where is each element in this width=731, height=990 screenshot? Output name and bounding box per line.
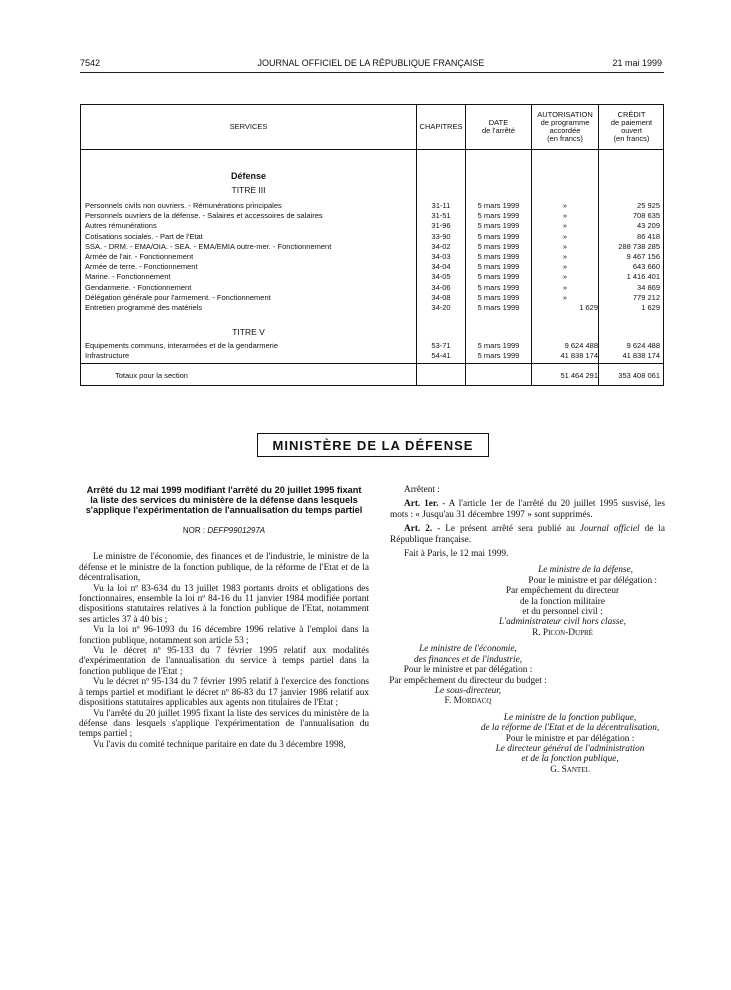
table-row-credit: 1 416 401 — [626, 273, 660, 282]
table-row-chapitre: 34-06 — [431, 283, 451, 292]
fait-a-paris: Fait à Paris, le 12 mai 1999. — [404, 549, 509, 560]
table-row-autorisation: 1 629 — [579, 304, 598, 312]
table-row-autorisation: 41 838 174 — [560, 352, 598, 361]
table-row-credit: 643 660 — [632, 263, 660, 272]
ministry-heading-box — [257, 433, 489, 457]
table-row-credit: 708 635 — [632, 212, 660, 221]
table-row-label: Personnels civils non ouvriers. - Rémunérations principales — [85, 202, 413, 210]
table-row-date: 5 mars 1999 — [477, 212, 520, 221]
delegation-line: Par empêchement du directeur — [505, 586, 620, 597]
table-row-autorisation: » — [562, 242, 568, 251]
table-row-credit: 25 925 — [637, 202, 660, 210]
table-row-autorisation: » — [562, 202, 568, 210]
table-row-autorisation: » — [562, 283, 568, 292]
budget-table — [80, 104, 664, 386]
article-1-label: Art. 1er. — [404, 499, 439, 510]
table-row-chapitre: 34-05 — [431, 273, 451, 282]
decree-left-column — [79, 485, 369, 750]
table-row-chapitre: 33-90 — [431, 232, 451, 241]
table-row-chapitre: 34-20 — [431, 304, 451, 312]
signatory-name: F. Mordacq — [444, 696, 492, 707]
table-row-date: 5 mars 1999 — [477, 263, 520, 272]
delegation-line: Par empêchement du directeur du budget : — [389, 675, 547, 686]
total-row-divider — [81, 363, 663, 364]
table-row-date: 5 mars 1999 — [477, 304, 520, 312]
table-row-credit: 288 738 285 — [618, 242, 660, 251]
preamble-paragraph: Vu l'avis du comité technique paritaire en date du 3 décembre 1998, — [93, 739, 346, 750]
journal-officiel-ref: Journal officiel — [579, 524, 640, 535]
table-row-chapitre: 53-71 — [431, 342, 451, 350]
preamble-paragraph: Vu la loi nº 96-1093 du 16 décembre 1996 relative à l'emploi dans la fonction publique, notamment son article 53 ; — [79, 625, 369, 646]
preamble-paragraph: Vu le décret nº 95-133 du 7 février 1995 relatif aux modalités d'expérimentation de l'annualisation du service à temps partiel dans la fonction publique de l'Etat ; — [79, 646, 369, 677]
table-row-chapitre: 31-96 — [431, 222, 451, 231]
delegation-line: Pour le ministre et par délégation : — [528, 575, 657, 586]
table-row-date: 5 mars 1999 — [477, 232, 520, 241]
signature-defense-delegation — [390, 576, 665, 586]
table-row-label: Cotisations sociales. - Part de l'Etat — [85, 233, 413, 241]
table-row-label: SSA. - DRM. - EMA/OIA. - SEA. - EMA/EMIA outre-mer. - Fonctionnement — [85, 243, 413, 251]
signatory-role: Le sous-directeur, — [434, 685, 502, 696]
table-row-label: Armée de terre. - Fonctionnement — [85, 263, 413, 271]
page-header — [80, 58, 662, 72]
signatory-role: Le directeur général de l'administration — [495, 743, 645, 754]
table-row-credit: 9 467 156 — [626, 253, 660, 261]
table-row-label: Personnels ouvriers de la défense. - Salaires et accessoires de salaires — [85, 212, 413, 220]
table-row-chapitre: 31-51 — [431, 212, 451, 221]
table-row-date: 5 mars 1999 — [477, 202, 520, 210]
table-row-label: Infrastructure — [85, 352, 413, 360]
article-1 — [390, 499, 665, 520]
table-row-autorisation: » — [562, 273, 568, 282]
decree-title: Arrêté du 12 mai 1999 modifiant l'arrêté du 20 juillet 1995 fixant la liste des services du ministère de la défense dans lesquels s'applique l'expérimentation de l'annualisation du temps partiel — [85, 485, 363, 515]
table-row-date: 5 mars 1999 — [477, 273, 520, 282]
table-row-credit: 1 629 — [641, 304, 660, 312]
delegation-line: et du personnel civil : — [522, 607, 603, 618]
preamble-paragraph: Le ministre de l'économie, des finances et de l'industrie, le ministre de la défense et le ministre de la fonction publique, de la réforme de l'Etat et de la décentralisation, — [79, 552, 369, 584]
table-row-credit: 779 212 — [632, 293, 660, 302]
total-label: Totaux pour la section — [115, 372, 413, 380]
signatory-role: L'administrateur civil hors classe, — [499, 617, 626, 628]
signature-economie — [368, 644, 568, 706]
signatory-title: Le ministre de l'économie, — [419, 644, 517, 655]
table-row-date: 5 mars 1999 — [477, 293, 520, 302]
table-row-chapitre: 54-41 — [431, 352, 451, 361]
signatory-role: et de la fonction publique, — [521, 754, 619, 765]
table-row-autorisation: » — [562, 212, 568, 221]
table-row-label: Délégation générale pour l'armement. - Fonctionnement — [85, 294, 413, 302]
table-row-chapitre: 34-08 — [431, 293, 451, 302]
header-rule — [80, 72, 664, 73]
signatory-name: R. Picon-Dupré — [532, 627, 593, 638]
nor-label: NOR : — [182, 526, 208, 535]
table-row-autorisation: » — [562, 253, 568, 261]
col-header-date: DATE de l'arrêté — [481, 118, 516, 135]
signature-defense-block — [390, 586, 665, 638]
col-header-chapitres: CHAPITRES — [419, 122, 463, 132]
table-row-credit: 41 838 174 — [622, 352, 660, 361]
table-row-chapitre: 34-03 — [431, 253, 451, 261]
decree-right-column — [390, 485, 665, 775]
ministry-heading: MINISTÈRE DE LA DÉFENSE — [272, 437, 474, 453]
table-row-credit: 43 209 — [637, 222, 660, 231]
signatory-name: G. Santel — [550, 764, 590, 775]
arretent: Arrêtent : — [404, 485, 440, 495]
nor-code: DEFP9901297A — [207, 526, 266, 535]
table-row-label: Equipements communs, interarmées et de la gendarmerie — [85, 342, 413, 350]
signature-fonction-publique — [450, 713, 690, 775]
total-autorisation: 51 464 291 — [560, 372, 598, 380]
article-2 — [390, 524, 665, 545]
article-1-text: - A l'article 1er de l'arrêté du 20 juillet 1995 susvisé, les mots : « Jusqu'au 31 décembre 1997 » sont supprimés. — [390, 499, 665, 520]
preamble-paragraph: Vu la loi nº 83-634 du 13 juillet 1983 portants droits et obligations des fonctionnaires, ensemble la loi nº 84-16 du 11 janvier 1984 modifiée portant dispositions statutaires relatives à la fonction publique de l'Etat, notamment ses articles 37 à 40 bis ; — [79, 583, 369, 625]
journal-title: JOURNAL OFFICIEL DE LA RÉPUBLIQUE FRANÇAISE — [257, 58, 485, 68]
table-row-chapitre: 34-04 — [431, 263, 451, 272]
table-row-label: Armée de l'air. - Fonctionnement — [85, 253, 413, 261]
table-row-chapitre: 31-11 — [431, 202, 451, 210]
signatory-title: Le ministre de la fonction publique, — [503, 712, 637, 723]
table-row-autorisation: » — [562, 293, 568, 302]
article-2-label: Art. 2. — [404, 524, 433, 535]
header-row-divider — [81, 149, 663, 150]
total-credit: 353 408 061 — [618, 372, 660, 380]
page-number: 7542 — [80, 58, 101, 68]
table-row-date: 5 mars 1999 — [477, 342, 520, 350]
table-row-credit: 9 624 488 — [626, 342, 660, 350]
table-row-date: 5 mars 1999 — [477, 222, 520, 231]
table-row-autorisation: » — [562, 263, 568, 272]
table-row-label: Entretien programmé des matériels — [85, 304, 413, 312]
table-row-chapitre: 34-02 — [431, 242, 451, 251]
table-row-autorisation: 9 624 488 — [564, 342, 598, 350]
table-row-date: 5 mars 1999 — [477, 253, 520, 261]
col-header-credit: CRÉDIT de paiement ouvert (en francs) — [610, 110, 653, 143]
nor-reference — [79, 526, 369, 536]
preamble-paragraph: Vu le décret nº 95-134 du 7 février 1995 relatif à l'exercice des fonctions à temps partiel et modifiant le décret nº 86-83 du 17 janvier 1986 relatif aux dispositions statutaires applicables aux agents non titulaires de l'Etat ; — [79, 677, 369, 709]
publication-date: 21 mai 1999 — [612, 58, 662, 68]
table-row-date: 5 mars 1999 — [477, 352, 520, 361]
signatory-title: Le ministre de la défense, — [538, 565, 633, 576]
col-header-services: SERVICES — [229, 122, 268, 132]
delegation-line: Pour le ministre et par délégation : — [403, 665, 533, 676]
signatory-title: de la réforme de l'Etat et de la décentralisation, — [480, 723, 660, 734]
table-row-label: Gendarmerie. - Fonctionnement — [85, 284, 413, 292]
delegation-line: de la fonction militaire — [520, 596, 605, 607]
preamble-paragraph: Vu l'arrêté du 20 juillet 1995 fixant la liste des services du ministère de la défense dans lesquels s'applique l'expérimentation de l'annualisation du temps partiel ; — [79, 708, 369, 740]
table-row-label: Autres rémunérations — [85, 222, 413, 230]
titre-v-heading: TITRE V — [232, 327, 265, 337]
table-row-label: Marine. - Fonctionnement — [85, 273, 413, 281]
table-row-autorisation: » — [562, 222, 568, 231]
table-row-date: 5 mars 1999 — [477, 283, 520, 292]
section-title: Défense — [230, 171, 266, 181]
titre-iii-heading: TITRE III — [231, 185, 266, 195]
delegation-line: Pour le ministre et par délégation : — [505, 733, 635, 744]
signature-defense — [390, 565, 665, 575]
table-row-credit: 86 418 — [637, 232, 660, 241]
table-row-credit: 34 869 — [637, 283, 660, 292]
article-2-text-end: de la République française. — [390, 524, 666, 545]
signatory-title: des finances et de l'industrie, — [413, 654, 523, 665]
col-header-autorisation: AUTORISATION de programme accordée (en francs) — [537, 110, 593, 143]
table-row-autorisation: » — [562, 232, 568, 241]
table-row-date: 5 mars 1999 — [477, 242, 520, 251]
article-2-text: - Le présent arrêté sera publié au — [432, 524, 580, 535]
